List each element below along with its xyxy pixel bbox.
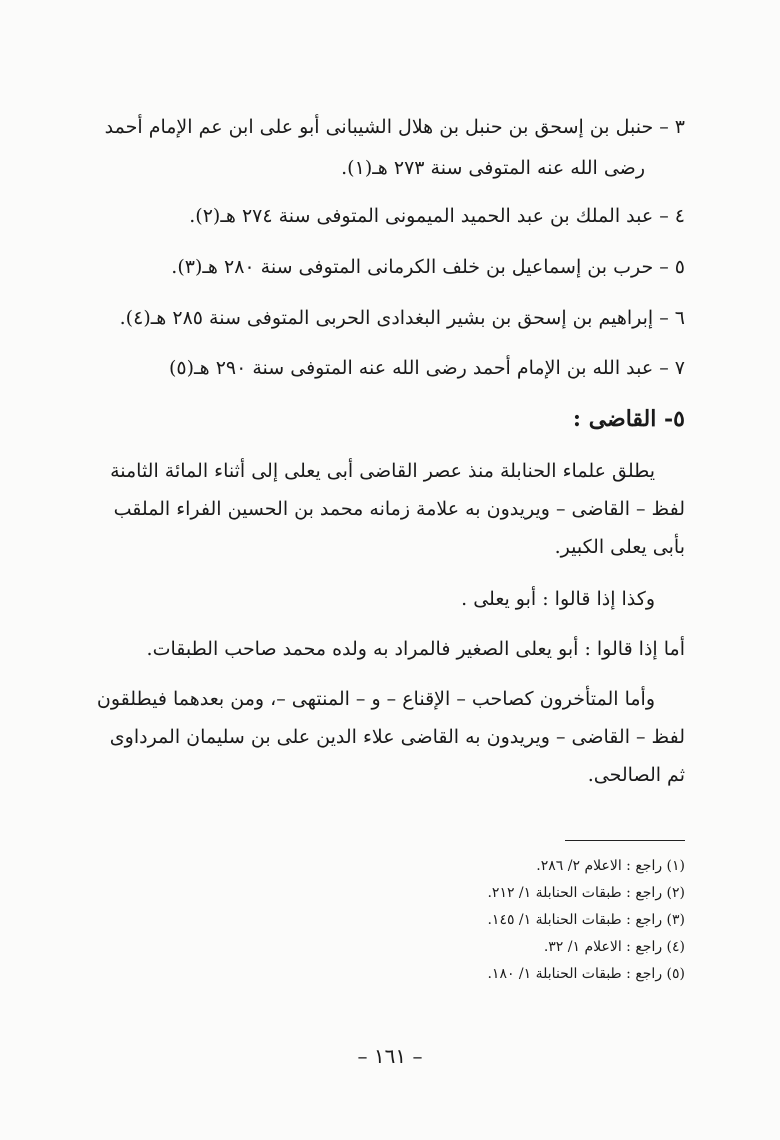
list-item-number: ٤ [674,205,685,227]
list-item-5 [85,252,685,282]
paragraph: يطلق علماء الحنابلة منذ عصر القاضى أبى يعلى إلى أثناء المائة الثامنة لفظ – القاضى – ويريدون به علامة زمانه محمد بن الحسين الفراء الملقب بأبى يعلى الكبير. [110,460,685,558]
list-item-text: – حنبل بن إسحق بن حنبل بن هلال الشيبانى أبو على ابن عم الإمام أحمد [104,116,669,138]
page-number: – ١٦١ – [357,1044,423,1068]
section-heading: ٥- القاضى : [572,406,685,432]
list-item-7 [85,353,685,383]
list-item-number: ٣ [674,116,685,138]
footnote: (٣) راجع : طبقات الحنابلة ١/ ١٤٥. [487,912,685,928]
paragraph: أما إذا قالوا : أبو يعلى الصغير فالمراد به ولده محمد صاحب الطبقات. [146,638,685,660]
list-item-3-continuation [85,153,645,183]
list-item-3 [85,112,685,142]
list-item-number: ٥ [674,256,685,278]
paragraph: وكذا إذا قالوا : أبو يعلى . [461,588,655,610]
footnote: (٤) راجع : الاعلام ١/ ٣٢. [543,939,685,955]
list-item-text: رضى الله عنه المتوفى سنة ٢٧٣ هـ(١). [341,157,645,179]
list-item-6 [85,303,685,333]
list-item-4 [85,201,685,231]
footnote: (٢) راجع : طبقات الحنابلة ١/ ٢١٢. [487,885,685,901]
list-item-text: – عبد الله بن الإمام أحمد رضى الله عنه المتوفى سنة ٢٩٠ هـ(٥) [169,357,669,379]
footnote: (١) راجع : الاعلام ٢/ ٢٨٦. [536,858,685,874]
footnote: (٥) راجع : طبقات الحنابلة ١/ ١٨٠. [487,966,685,982]
paragraph: وأما المتأخرون كصاحب – الإقناع – و – المنتهى –، ومن بعدهما فيطلقون لفظ – القاضى – ويريدون به القاضى علاء الدين على بن سليمان المرداوى ثم الصالحى. [96,688,685,786]
list-item-text: – حرب بن إسماعيل بن خلف الكرمانى المتوفى سنة ٢٨٠ هـ(٣). [171,256,669,278]
list-item-number: ٦ [674,307,685,329]
list-item-number: ٧ [674,357,685,379]
footnote-separator [565,840,685,841]
list-item-text: – عبد الملك بن عبد الحميد الميمونى المتوفى سنة ٢٧٤ هـ(٢). [189,205,669,227]
list-item-text: – إبراهيم بن إسحق بن بشير البغدادى الحربى المتوفى سنة ٢٨٥ هـ(٤). [119,307,669,329]
